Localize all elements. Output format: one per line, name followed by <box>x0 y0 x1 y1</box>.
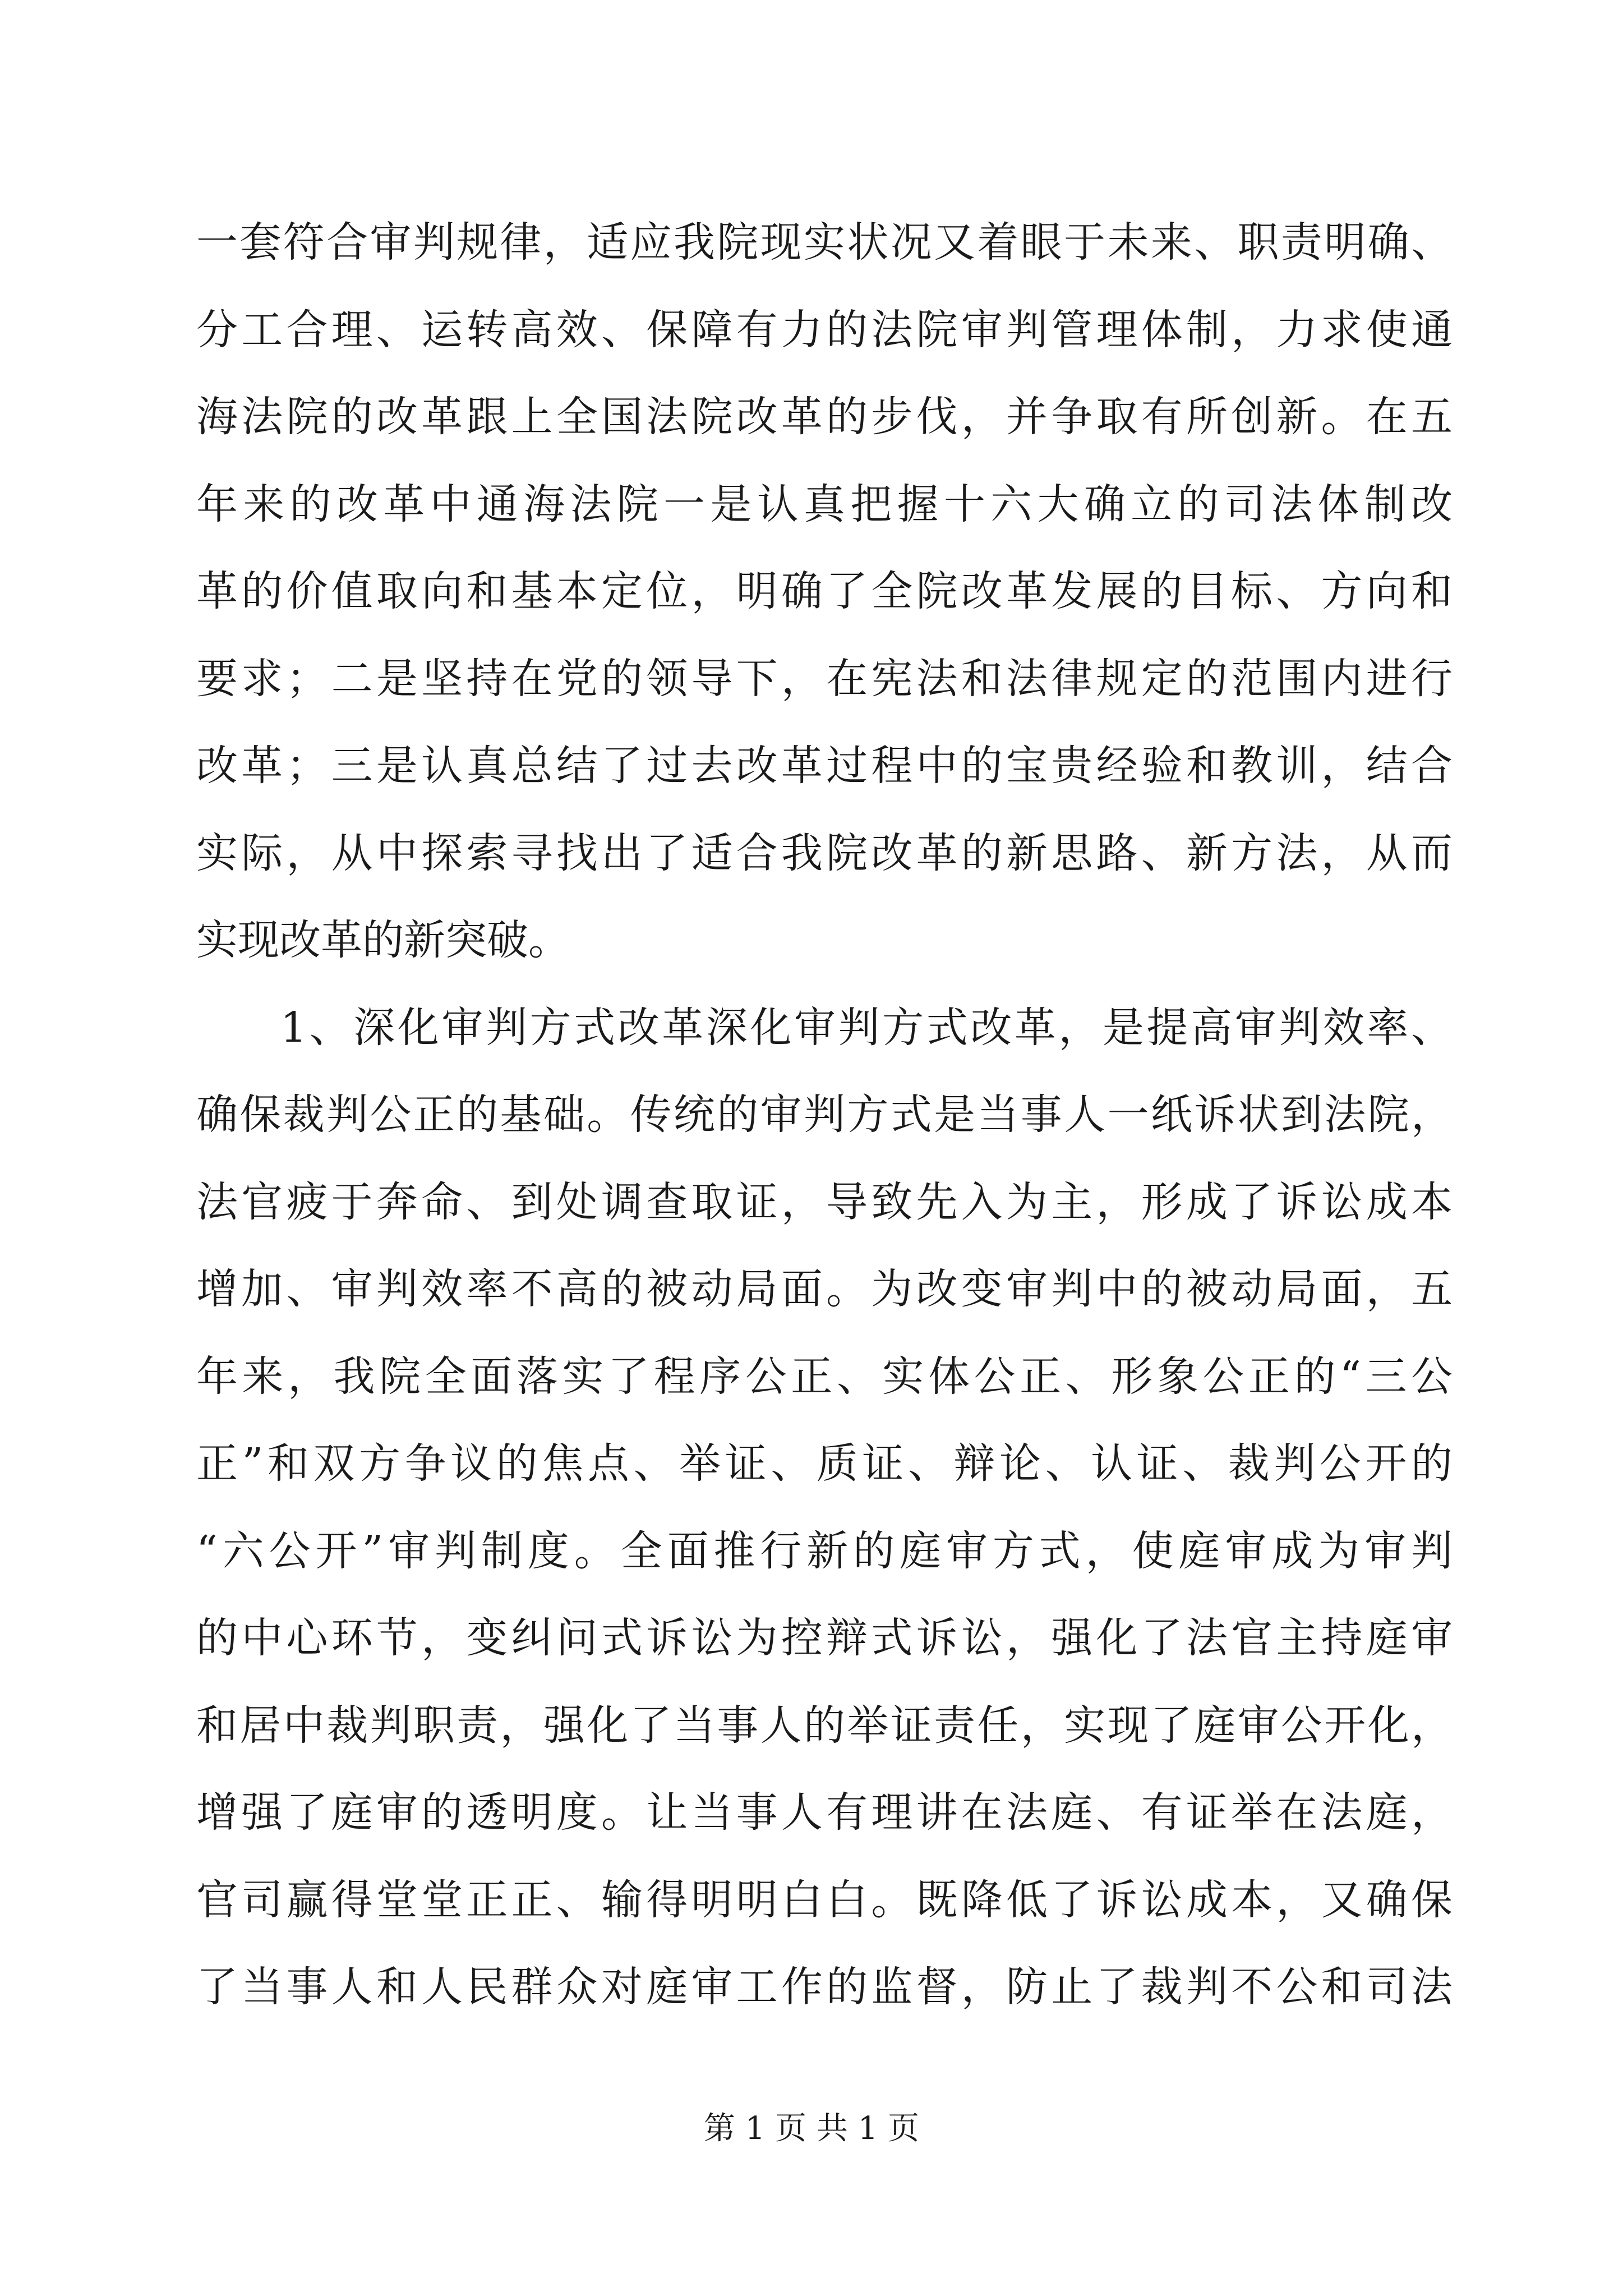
paragraph-2 <box>196 984 1453 2031</box>
page-number: 第 1 页 共 1 页 <box>703 2110 920 2147</box>
text-line: 正”和双方争议的焦点、举证、质证、辩论、认证、裁判公开的 <box>196 1439 1453 1488</box>
text-line: 一套符合审判规律，适应我院现实状况又着眼于未来、职责明确、 <box>196 218 1453 266</box>
paragraph-1 <box>196 199 1453 984</box>
text-line: 了当事人和人民群众对庭审工作的监督，防止了裁判不公和司法 <box>196 1963 1453 2011</box>
text-line: 增强了庭审的透明度。让当事人有理讲在法庭、有证举在法庭， <box>196 1788 1453 1837</box>
text-line: 分工合理、运转高效、保障有力的法院审判管理体制，力求使通 <box>196 305 1453 354</box>
text-line: 实现改革的新突破。 <box>196 916 570 964</box>
text-line: 改革；三是认真总结了过去改革过程中的宝贵经验和教训，结合 <box>196 742 1453 790</box>
text-line: 的中心环节，变纠问式诉讼为控辩式诉讼，强化了法官主持庭审 <box>196 1614 1453 1662</box>
body-text <box>196 199 1453 2031</box>
text-line: 海法院的改革跟上全国法院改革的步伐，并争取有所创新。在五 <box>196 393 1453 441</box>
text-line: “六公开”审判制度。全面推行新的庭审方式，使庭审成为审判 <box>196 1526 1453 1575</box>
text-line: 要求；二是坚持在党的领导下，在宪法和法律规定的范围内进行 <box>196 654 1453 703</box>
text-line: 法官疲于奔命、到处调查取证，导致先入为主，形成了诉讼成本 <box>196 1177 1453 1226</box>
text-line: 和居中裁判职责，强化了当事人的举证责任，实现了庭审公开化， <box>196 1701 1453 1750</box>
text-line: 确保裁判公正的基础。传统的审判方式是当事人一纸诉状到法院， <box>196 1091 1453 1139</box>
text-line: 1、深化审判方式改革深化审判方式改革，是提高审判效率、 <box>280 1003 1453 1052</box>
text-line: 年来，我院全面落实了程序公正、实体公正、形象公正的“三公 <box>196 1352 1453 1401</box>
text-line: 官司赢得堂堂正正、输得明明白白。既降低了诉讼成本，又确保 <box>196 1875 1453 1924</box>
text-line: 实际，从中探索寻找出了适合我院改革的新思路、新方法，从而 <box>196 829 1453 877</box>
text-line: 革的价值取向和基本定位，明确了全院改革发展的目标、方向和 <box>196 567 1453 615</box>
text-line: 年来的改革中通海法院一是认真把握十六大确立的司法体制改 <box>196 480 1453 528</box>
text-line: 增加、审判效率不高的被动局面。为改变审判中的被动局面，五 <box>196 1265 1453 1313</box>
page-footer <box>0 2109 1623 2148</box>
